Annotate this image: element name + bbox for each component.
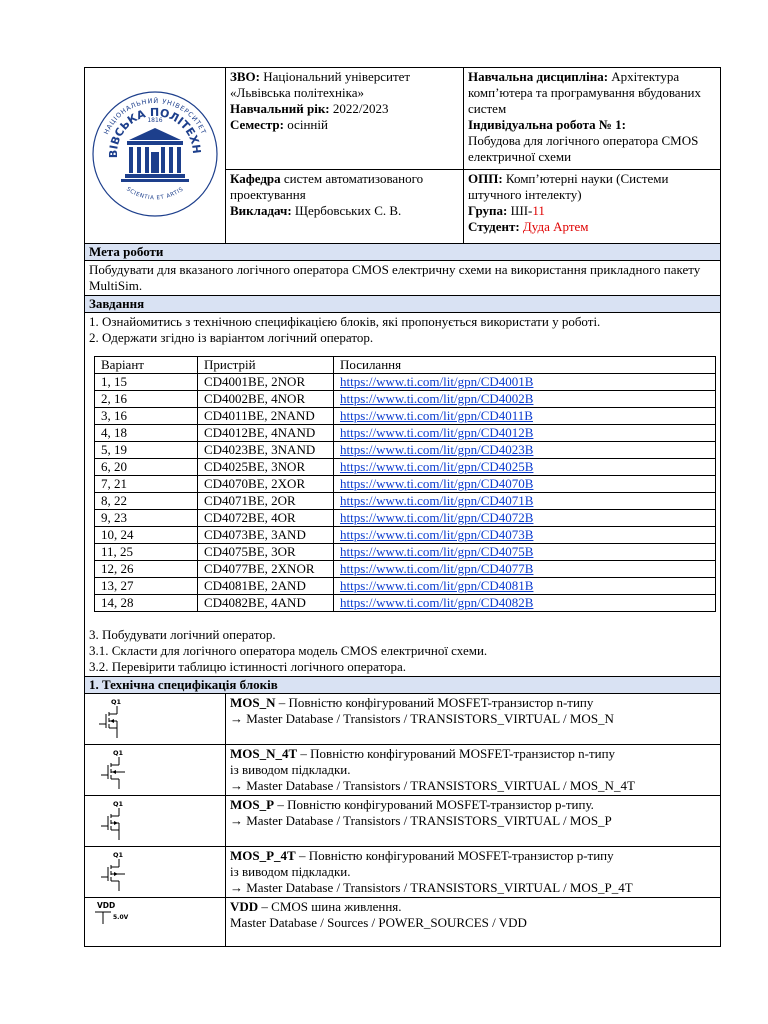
component-description: Повністю конфігурований MOSFET-транзистор n-типу — [310, 746, 616, 761]
link-cell — [334, 459, 716, 476]
device-cell: CD4082BE, 4AND — [198, 595, 334, 612]
table-row — [95, 425, 716, 442]
table-row — [95, 459, 716, 476]
vdd-symbol-value: 5.0V — [113, 914, 129, 921]
group-label: Група: — [468, 202, 508, 218]
university-logo-cell — [85, 68, 226, 244]
task-body — [85, 313, 721, 677]
table-row — [95, 476, 716, 493]
device-cell: CD4023BE, 3NAND — [198, 442, 334, 459]
task-item-1: 1. Ознайомитись з технічною специфікацією блоків, які пропонується використати у роботі. — [89, 314, 601, 329]
datasheet-link[interactable]: https://www.ti.com/lit/gpn/CD4023B — [340, 442, 534, 457]
table-row — [95, 391, 716, 408]
device-cell: CD4071BE, 2OR — [198, 493, 334, 510]
datasheet-link[interactable]: https://www.ti.com/lit/gpn/CD4070B — [340, 476, 534, 491]
opp-value: Комп’ютерні науки (Системи штучного інтелекту) — [468, 170, 669, 202]
task-item-3-2: 3.2. Перевірити таблицю істинності логічного оператора. — [89, 659, 406, 674]
semester-label: Семестр: — [230, 117, 284, 132]
link-cell — [334, 476, 716, 493]
logo-text-top: НАЦІОНАЛЬНИЙ УНІВЕРСИТЕТ — [102, 96, 208, 136]
component-name: VDD — [230, 899, 259, 914]
logo-text-main: ВІВСЬКА ПОЛІТЕХН — [106, 105, 204, 159]
component-dash: – — [297, 746, 311, 761]
datasheet-link[interactable]: https://www.ti.com/lit/gpn/CD4011B — [340, 408, 533, 423]
variants-header-cell: Посилання — [334, 357, 716, 374]
opp-label: ОПП: — [468, 170, 503, 186]
spec-row — [85, 847, 721, 898]
spec-heading: 1. Технічна специфікація блоків — [85, 677, 721, 694]
vdd-symbol-label: VDD — [97, 901, 116, 910]
component-name: MOS_N — [230, 695, 276, 710]
datasheet-link[interactable]: https://www.ti.com/lit/gpn/CD4077B — [340, 561, 534, 576]
building-icon — [121, 128, 189, 182]
transistor-label: Q1 — [111, 698, 122, 706]
variant-cell: 14, 28 — [95, 595, 198, 612]
link-cell — [334, 493, 716, 510]
table-row — [95, 544, 716, 561]
datasheet-link[interactable]: https://www.ti.com/lit/gpn/CD4025B — [340, 459, 534, 474]
component-dash: – — [275, 695, 289, 710]
device-cell: CD4011BE, 2NAND — [198, 408, 334, 425]
student-name: Дуда Артем — [522, 218, 589, 234]
transistor-label: Q1 — [113, 851, 124, 859]
datasheet-link[interactable]: https://www.ti.com/lit/gpn/CD4081B — [340, 578, 534, 593]
university-logo — [85, 68, 226, 239]
datasheet-link[interactable]: https://www.ti.com/lit/gpn/CD4075B — [340, 544, 534, 559]
component-name: MOS_N_4T — [230, 746, 298, 761]
vdd-symbol-icon — [85, 898, 225, 930]
component-description: Повністю конфігурований MOSFET-транзистор p-типу. — [287, 797, 594, 812]
link-cell — [334, 578, 716, 595]
zvo-value: Національний університет «Львівська політехніка» — [230, 69, 411, 100]
assignment-table — [84, 67, 721, 947]
variant-cell: 13, 27 — [95, 578, 198, 595]
logo-motto: SCIENTIA ET ARTIS — [125, 186, 185, 202]
device-cell: CD4070BE, 2XOR — [198, 476, 334, 493]
link-cell — [334, 527, 716, 544]
device-cell: CD4001BE, 2NOR — [198, 374, 334, 391]
student-cell — [464, 169, 721, 243]
datasheet-link[interactable]: https://www.ti.com/lit/gpn/CD4072B — [340, 510, 534, 525]
document-sheet — [84, 67, 720, 947]
work-label: Індивідуальна робота № 1: — [468, 117, 626, 132]
teacher-label: Викладач: — [230, 202, 292, 218]
spec-row — [85, 745, 721, 796]
year-label: Навчальний рік: — [230, 101, 330, 116]
logo-year: 1816 — [147, 117, 163, 124]
spec-row — [85, 898, 721, 947]
variants-header-cell: Пристрій — [198, 357, 334, 374]
goal-heading: Мета роботи — [85, 244, 721, 261]
component-dash: – — [295, 848, 309, 863]
component-name: MOS_P — [230, 797, 275, 812]
table-row — [95, 595, 716, 612]
variants-header-cell: Варіант — [95, 357, 198, 374]
table-row — [95, 510, 716, 527]
link-cell — [334, 374, 716, 391]
device-cell: CD4075BE, 3OR — [198, 544, 334, 561]
transistor-label: Q1 — [113, 749, 124, 757]
task-item-3: 3. Побудувати логічний оператор. — [89, 627, 276, 642]
nmos-transistor-icon — [85, 694, 225, 742]
table-row — [95, 578, 716, 595]
component-library-path: → Master Database / Transistors / TRANSISTORS_VIRTUAL / MOS_N — [230, 711, 614, 726]
goal-text: Побудувати для вказаного логічного оператора CMOS електричну схеми на використання прикладного пакету MultiSim. — [85, 261, 721, 296]
teacher-value: Щербовських С. В. — [294, 202, 402, 218]
task-item-2: 2. Одержати згідно із варіантом логічний оператор. — [89, 330, 374, 345]
variant-cell: 11, 25 — [95, 544, 198, 561]
discipline-label: Навчальна дисципліна: — [468, 69, 609, 84]
nmos-transistor-icon — [85, 745, 225, 793]
task-item-3-1: 3.1. Скласти для логічного оператора модель CMOS електричної схеми. — [89, 643, 488, 658]
pmos-transistor-icon — [85, 796, 225, 844]
group-number: 11 — [532, 202, 545, 218]
table-row — [95, 493, 716, 510]
link-cell — [334, 408, 716, 425]
component-name: MOS_P_4T — [230, 848, 296, 863]
variant-cell: 6, 20 — [95, 459, 198, 476]
component-library-path: Master Database / Sources / POWER_SOURCES / VDD — [230, 915, 527, 930]
device-cell: CD4025BE, 3NOR — [198, 459, 334, 476]
department-value: систем автоматизованого проектування — [230, 170, 424, 202]
spec-symbol-cell — [85, 898, 226, 947]
component-description: Повністю конфігурований MOSFET-транзистор p-типу — [308, 848, 614, 863]
department-cell — [226, 169, 464, 243]
variants-table — [94, 356, 716, 612]
device-cell: CD4081BE, 2AND — [198, 578, 334, 595]
variant-cell: 8, 22 — [95, 493, 198, 510]
institution-cell — [226, 68, 464, 170]
link-cell — [334, 544, 716, 561]
link-cell — [334, 442, 716, 459]
transistor-label: Q1 — [113, 800, 124, 808]
component-library-path: → Master Database / Transistors / TRANSISTORS_VIRTUAL / MOS_P — [230, 813, 612, 828]
variant-cell: 2, 16 — [95, 391, 198, 408]
spec-symbol-cell — [85, 847, 226, 898]
component-description-2: із виводом підкладки. — [230, 864, 351, 879]
device-cell: CD4072BE, 4OR — [198, 510, 334, 527]
datasheet-link[interactable]: https://www.ti.com/lit/gpn/CD4082B — [340, 595, 534, 610]
spec-description-cell — [226, 847, 721, 898]
variant-cell: 12, 26 — [95, 561, 198, 578]
component-library-path: → Master Database / Transistors / TRANSISTORS_VIRTUAL / MOS_N_4T — [230, 778, 635, 793]
component-dash: – — [258, 899, 272, 914]
spec-row — [85, 796, 721, 847]
table-row — [95, 408, 716, 425]
spec-symbol-cell — [85, 796, 226, 847]
link-cell — [334, 561, 716, 578]
spec-description-cell — [226, 745, 721, 796]
spec-symbol-cell — [85, 745, 226, 796]
variant-cell: 4, 18 — [95, 425, 198, 442]
variant-cell: 9, 23 — [95, 510, 198, 527]
datasheet-link[interactable]: https://www.ti.com/lit/gpn/CD4071B — [340, 493, 534, 508]
discipline-value: Архітектура комп’ютера та програмування вбудованих систем — [468, 69, 701, 116]
spec-description-cell — [226, 694, 721, 745]
link-cell — [334, 510, 716, 527]
link-cell — [334, 595, 716, 612]
variant-cell: 1, 15 — [95, 374, 198, 391]
work-value: Побудова для логічного оператора CMOS електричної схеми — [468, 133, 699, 164]
link-cell — [334, 391, 716, 408]
datasheet-link[interactable]: https://www.ti.com/lit/gpn/CD4012B — [340, 425, 534, 440]
discipline-cell — [464, 68, 721, 170]
component-description: CMOS шина живлення. — [271, 899, 402, 914]
department-label: Кафедра — [230, 170, 281, 186]
pmos-transistor-icon — [85, 847, 225, 895]
spec-symbol-cell — [85, 694, 226, 745]
link-cell — [334, 425, 716, 442]
variant-cell: 7, 21 — [95, 476, 198, 493]
device-cell: CD4077BE, 2XNOR — [198, 561, 334, 578]
variant-cell: 10, 24 — [95, 527, 198, 544]
datasheet-link[interactable]: https://www.ti.com/lit/gpn/CD4001B — [340, 374, 534, 389]
table-row — [95, 374, 716, 391]
table-row — [95, 527, 716, 544]
table-row — [95, 561, 716, 578]
zvo-label: ЗВО: — [230, 69, 260, 84]
component-description: Повністю конфігурований MOSFET-транзистор n-типу — [288, 695, 594, 710]
spec-row — [85, 694, 721, 745]
task-heading: Завдання — [85, 296, 721, 313]
group-prefix: ШІ- — [510, 202, 533, 218]
datasheet-link[interactable]: https://www.ti.com/lit/gpn/CD4073B — [340, 527, 534, 542]
spec-description-cell — [226, 898, 721, 947]
component-dash: – — [274, 797, 288, 812]
variants-header-row — [95, 357, 716, 374]
variant-cell: 3, 16 — [95, 408, 198, 425]
spec-description-cell — [226, 796, 721, 847]
device-cell: CD4012BE, 4NAND — [198, 425, 334, 442]
year-value: 2022/2023 — [332, 101, 389, 116]
table-row — [95, 442, 716, 459]
datasheet-link[interactable]: https://www.ti.com/lit/gpn/CD4002B — [340, 391, 534, 406]
device-cell: CD4002BE, 4NOR — [198, 391, 334, 408]
student-label: Студент: — [468, 218, 520, 234]
component-library-path: → Master Database / Transistors / TRANSISTORS_VIRTUAL / MOS_P_4T — [230, 880, 633, 895]
variant-cell: 5, 19 — [95, 442, 198, 459]
component-description-2: із виводом підкладки. — [230, 762, 351, 777]
device-cell: CD4073BE, 3AND — [198, 527, 334, 544]
semester-value: осінній — [287, 117, 328, 132]
